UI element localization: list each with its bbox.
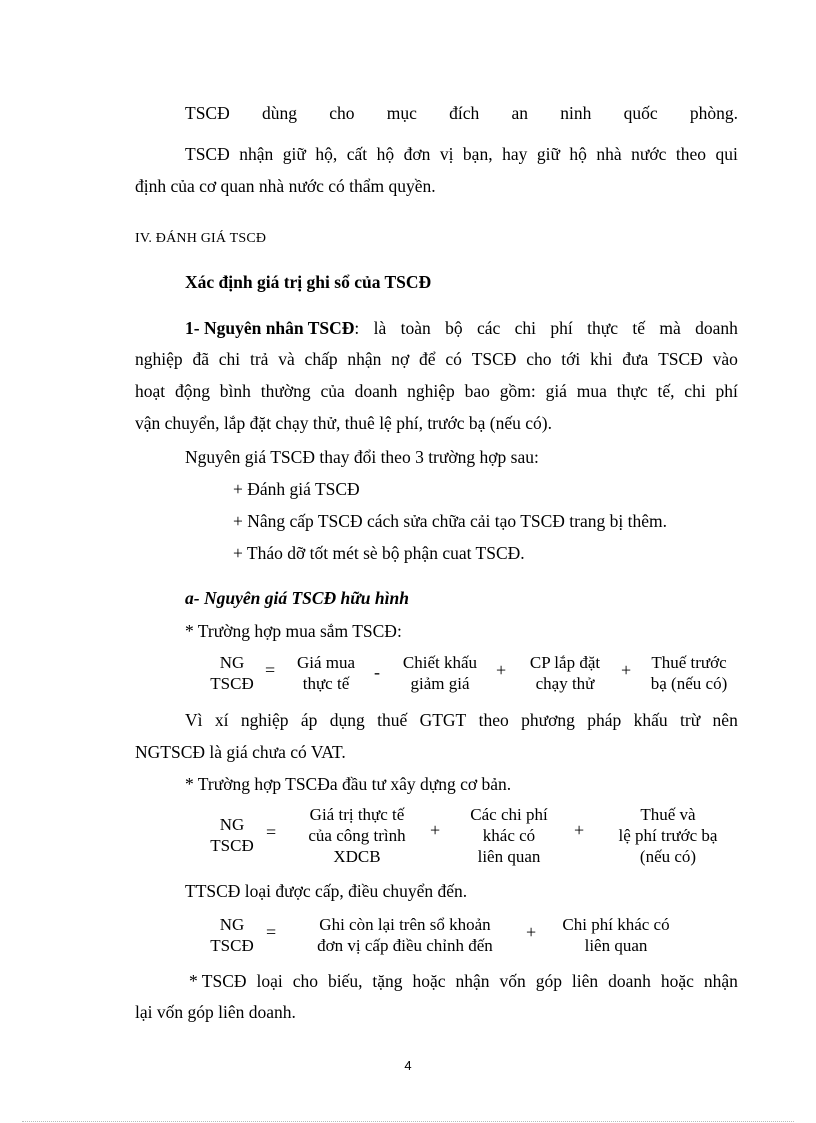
formula3-lhs-bottom: TSCĐ (210, 936, 254, 955)
word: bao (464, 381, 490, 401)
word: có (445, 349, 462, 369)
word: bộ (445, 318, 463, 338)
formula1-lhs (198, 652, 266, 694)
f1-t3-a: CP lắp đặt (529, 653, 601, 672)
formula3-equals: = (266, 922, 277, 942)
word: theo (675, 144, 707, 164)
formula2-lhs-top: NG (219, 815, 245, 834)
word: góp (535, 971, 562, 991)
formula3-term-2 (548, 914, 684, 956)
word: gồm: (499, 381, 536, 401)
word: đơn (403, 144, 431, 164)
word: hoặc (412, 971, 446, 991)
page-bottom-divider (22, 1121, 794, 1122)
word: cho (292, 971, 318, 991)
word: phương (521, 710, 575, 730)
word: cho (526, 349, 552, 369)
word: nghiệp (135, 349, 183, 369)
word: trả (249, 349, 269, 369)
word: dùng (261, 103, 297, 123)
word: đích (449, 103, 480, 123)
word: vốn (499, 971, 526, 991)
word: chi (514, 318, 537, 338)
f2-t2-b: khác có (482, 826, 536, 845)
section-heading: IV. ĐÁNH GIÁ TSCĐ (135, 231, 267, 246)
word: các (476, 318, 501, 338)
formula1-term-2 (393, 652, 487, 694)
word: cho (329, 103, 355, 123)
text-line-p1-4: vận chuyển, lắp đặt chạy thử, thuê lệ phí, trước bạ (nếu có). (135, 413, 552, 433)
page-number: 4 (404, 1058, 412, 1073)
word: bạn, (462, 144, 493, 164)
word: chi (684, 381, 706, 401)
word: doanh (608, 971, 651, 991)
f1-t3-b: chạy thử (535, 674, 595, 693)
text-line-defense (185, 102, 738, 124)
word: hoạt (135, 381, 166, 401)
word: thực (616, 381, 648, 401)
word: GTGT (419, 710, 467, 730)
change-item-3: + Tháo dỡ tốt mét sè bộ phận cuat TSCĐ. (233, 543, 525, 563)
word: nghiệp (407, 381, 455, 401)
word: đã (192, 349, 209, 369)
formula1-lhs-top: NG (219, 653, 245, 672)
formula3-lhs (198, 914, 266, 956)
word: tế (632, 318, 646, 338)
word: khi (590, 349, 613, 369)
word: mà (659, 318, 681, 338)
word: nhận (347, 349, 382, 369)
formula1-plus-1: + (496, 660, 507, 680)
word: quốc (623, 103, 658, 123)
f3-t2-a: Chi phí khác có (562, 915, 670, 934)
f3-t2-b: liên quan (584, 936, 648, 955)
word: qui (715, 144, 738, 164)
formula2-lhs (198, 814, 266, 856)
f2-t1-c: XDCB (333, 847, 381, 866)
word: nhận (239, 144, 274, 164)
case-gift-2: lại vốn góp liên doanh. (135, 1002, 296, 1022)
vat-note-1 (185, 709, 738, 731)
word: nhà (596, 144, 622, 164)
formula1-equals: = (265, 660, 276, 680)
f1-t1-a: Giá mua (296, 653, 356, 672)
word: pháp (587, 710, 622, 730)
word: thuế (377, 710, 408, 730)
word: tới (561, 349, 581, 369)
word: giữ (282, 144, 306, 164)
text-line-p1-3 (135, 380, 738, 402)
word: giá (545, 381, 567, 401)
word: và (278, 349, 295, 369)
formula1-plus-2: + (621, 660, 632, 680)
word: mua (576, 381, 607, 401)
formula2-plus-1: + (430, 820, 441, 840)
word: khấu (633, 710, 668, 730)
word: áp (300, 710, 318, 730)
word: thường (260, 381, 311, 401)
word: an (511, 103, 528, 123)
term-bold: 1- Nguyên nhân TSCĐ (185, 318, 355, 338)
case-gift-1 (189, 970, 738, 992)
word: giữ (536, 144, 560, 164)
word: nhận (703, 971, 738, 991)
word: vị (439, 144, 454, 164)
f1-t1-b: thực tế (302, 674, 350, 693)
word: xí (214, 710, 229, 730)
formula3-term-1 (296, 914, 514, 956)
word: bình (219, 381, 251, 401)
change-item-1: + Đánh giá TSCĐ (233, 479, 360, 499)
f3-t1-b: đơn vị cấp điều chỉnh đến (317, 936, 493, 955)
formula3-plus: + (526, 922, 537, 942)
formula3-lhs-top: NG (219, 915, 245, 934)
f2-t3-b: lệ phí trước bạ (618, 826, 718, 845)
formula2-equals: = (266, 822, 277, 842)
word: biếu, (327, 971, 363, 991)
text-line-keep-2: định của cơ quan nhà nước có thẩm quyền. (135, 176, 436, 196)
formula1-term-3 (518, 652, 612, 694)
word: loại (256, 971, 283, 991)
word: doanh (354, 381, 398, 401)
f2-t2-c: liên quan (477, 847, 541, 866)
case-transfer: TTSCĐ loại được cấp, điều chuyển đến. (185, 881, 468, 901)
word: TSCĐ (658, 349, 703, 369)
word: doanh (695, 318, 738, 338)
word: * TSCĐ (189, 971, 247, 991)
word: nên (712, 710, 738, 730)
f2-t1-b: của công trình (308, 826, 406, 845)
text-line-keep-1 (185, 143, 738, 165)
f3-t1-a: Ghi còn lại trên sổ khoản (319, 915, 491, 934)
word: liên (571, 971, 599, 991)
word: TSCĐ (185, 103, 230, 123)
subheading: Xác định giá trị ghi sổ của TSCĐ (185, 272, 432, 292)
word: đưa (622, 349, 649, 369)
word: TSCĐ (471, 349, 517, 369)
word: ninh (560, 103, 592, 123)
text-line-p1-2 (135, 348, 738, 370)
f2-t2-a: Các chi phí (470, 805, 548, 824)
subheading-a: a- Nguyên giá TSCĐ hữu hình (185, 588, 409, 608)
word: phí (550, 318, 573, 338)
f2-t3-c: (nếu có) (639, 847, 697, 866)
word: phòng. (689, 103, 738, 123)
f1-t2-a: Chiết khấu (402, 653, 478, 672)
word: dụng (329, 710, 365, 730)
formula2-term-1 (290, 804, 424, 867)
formula1-term-4 (638, 652, 740, 694)
word: nhận (455, 971, 490, 991)
word: tế, (657, 381, 675, 401)
change-item-2: + Nâng cấp TSCĐ cách sửa chữa cải tạo TSCĐ trang bị thêm. (233, 511, 667, 531)
word: chấp (304, 349, 338, 369)
word: của (320, 381, 345, 401)
word: chi (218, 349, 241, 369)
f1-t4-b: bạ (nếu có) (650, 674, 728, 693)
formula1-minus: - (374, 662, 380, 682)
word: động (174, 381, 210, 401)
word: vào (712, 349, 738, 369)
word: hoặc (660, 971, 694, 991)
word: hộ (376, 144, 395, 164)
f1-t2-b: giảm giá (410, 674, 470, 693)
formula2-term-3 (598, 804, 738, 867)
word: Vì (185, 710, 203, 730)
f1-t4-a: Thuế trước (651, 653, 727, 672)
word: phí (715, 381, 738, 401)
formula1-lhs-bottom: TSCĐ (210, 674, 254, 693)
formula2-lhs-bottom: TSCĐ (210, 836, 254, 855)
word: nghiệp (240, 710, 289, 730)
word: trừ (680, 710, 701, 730)
word: TSCĐ (185, 144, 230, 164)
change-intro: Nguyên giá TSCĐ thay đổi theo 3 trường hợp sau: (185, 447, 539, 467)
f2-t1-a: Giá trị thực tế (309, 805, 405, 824)
word: hộ, (315, 144, 338, 164)
word: hộ (569, 144, 587, 164)
f2-t3-a: Thuế và (640, 805, 696, 824)
word: là (373, 318, 387, 338)
formula1-term-1 (285, 652, 367, 694)
formula2-term-2 (456, 804, 562, 867)
text-line-p1-1: 1- Nguyên nhân TSCĐ: là toàn bộ các chi phí thực tế mà doanh (185, 318, 738, 338)
word: tặng (372, 971, 403, 991)
word: cất (346, 144, 368, 164)
formula2-plus-2: + (574, 820, 585, 840)
word: mục (386, 103, 417, 123)
vat-note-2: NGTSCĐ là giá chưa có VAT. (135, 742, 346, 762)
case-purchase: * Trường hợp mua sắm TSCĐ: (185, 621, 402, 641)
word: hay (502, 144, 528, 164)
case-construction: * Trường hợp TSCĐa đầu tư xây dựng cơ bản. (185, 774, 512, 794)
word: để (419, 349, 436, 369)
word: nước (631, 144, 667, 164)
word: toàn (400, 318, 431, 338)
word: thực (587, 318, 619, 338)
word: nợ (391, 349, 410, 369)
word: theo (478, 710, 509, 730)
